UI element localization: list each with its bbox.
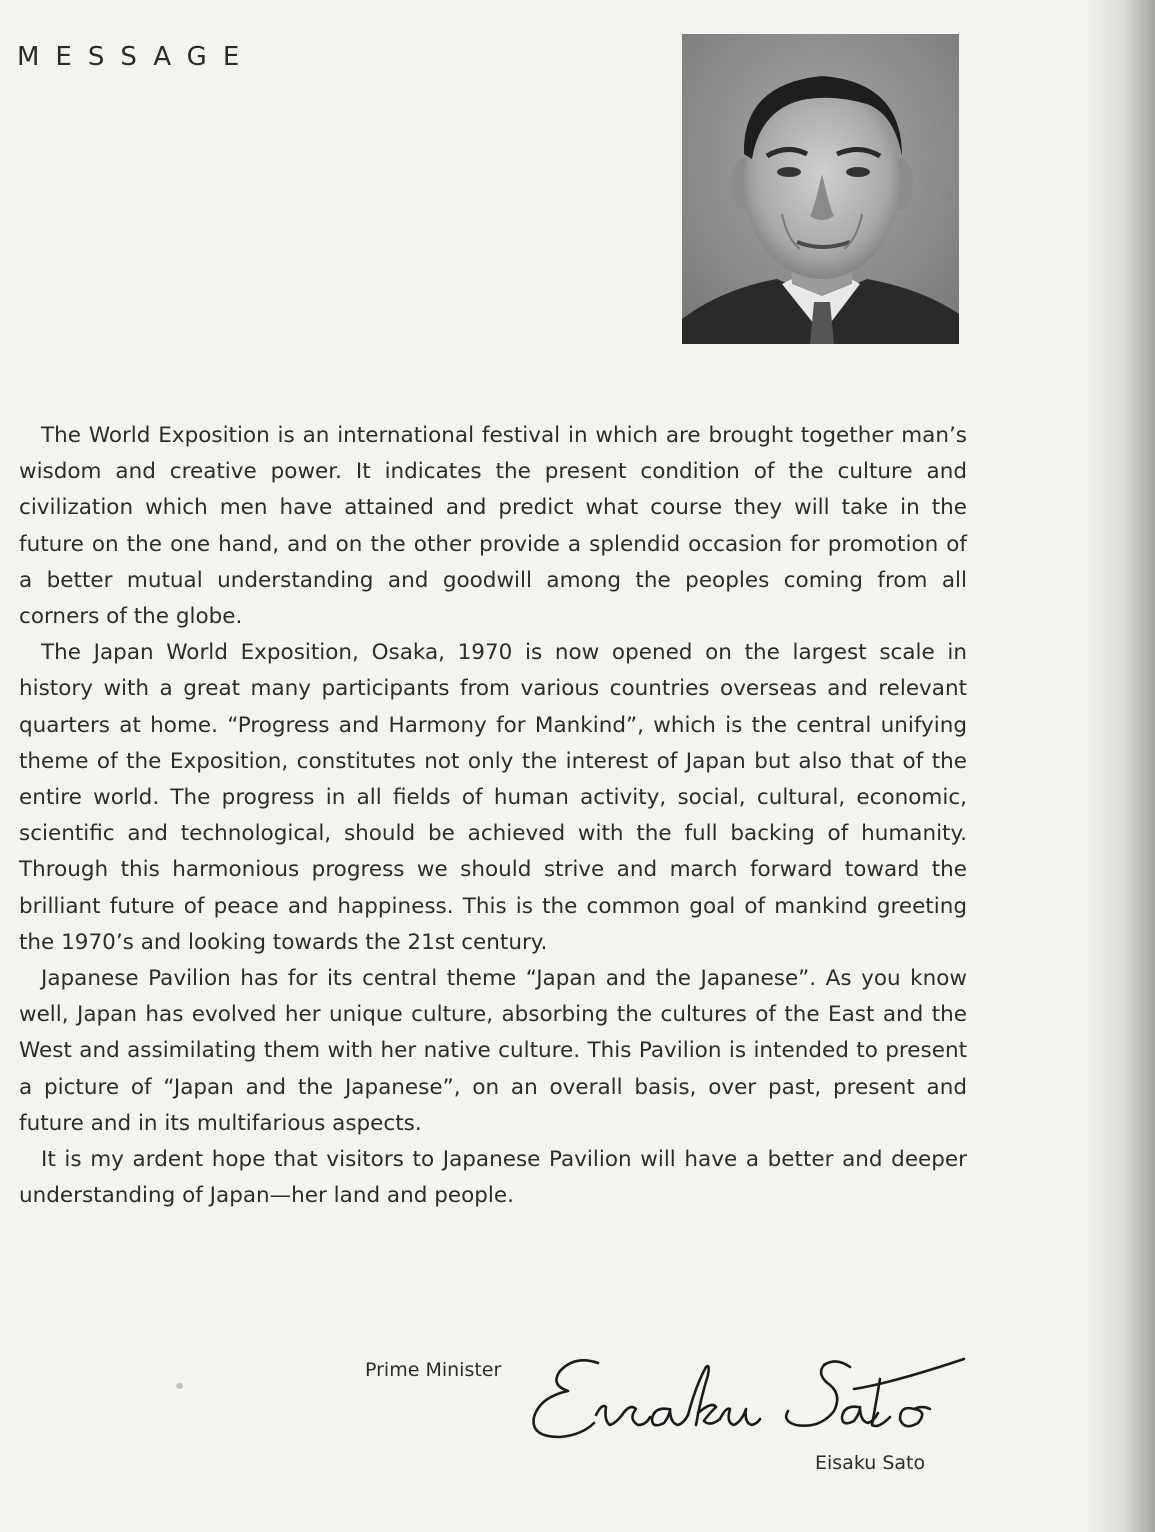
- paragraph-3: Japanese Pavilion has for its central theme “Japan and the Japanese”. As you know well, Japan has evolved her unique culture, absorbing the cultures of the East and the West and assimilating them with her native culture. This Pavilion is intended to present a picture of “Japan and the Japanese”, on an overall basis, over past, present and future and in its multifarious aspects.: [19, 966, 967, 1136]
- paragraph-4: It is my ardent hope that visitors to Japanese Pavilion will have a better and deeper understanding of Japan—her land and people.: [19, 1147, 967, 1209]
- signatory-title: Prime Minister: [365, 1359, 502, 1381]
- paper-speck: [176, 1383, 183, 1389]
- handwritten-signature: [520, 1345, 970, 1455]
- page-title: MESSAGE: [17, 42, 256, 72]
- paragraph-1: The World Exposition is an international festival in which are brought together man’s wisdom and creative power. It indicates the present condition of the culture and civilization which men have attained and predict what course they will take in the future on the one hand, and on the other provide a splendid occasion for promotion of a better mutual understanding and goodwill among the peoples coming from all corners of the globe.: [19, 423, 967, 630]
- message-body: [19, 418, 967, 1214]
- signatory-name: Eisaku Sato: [815, 1452, 926, 1474]
- paragraph-2: The Japan World Exposition, Osaka, 1970 is now opened on the largest scale in history with a great many participants from various countries overseas and relevant quarters at home. “Progress and Harmony for Mankind”, which is the central unifying theme of the Exposition, constitutes not only the interest of Japan but also that of the entire world. The progress in all fields of human activity, social, cultural, economic, scientific and technological, should be achieved with the full backing of humanity. Through this harmonious progress we should strive and march forward toward the brilliant future of peace and happiness. This is the common goal of mankind greeting the 1970’s and looking towards the 21st century.: [19, 640, 967, 955]
- page-edge-shadow: [1085, 0, 1155, 1532]
- portrait-photo: [682, 34, 959, 344]
